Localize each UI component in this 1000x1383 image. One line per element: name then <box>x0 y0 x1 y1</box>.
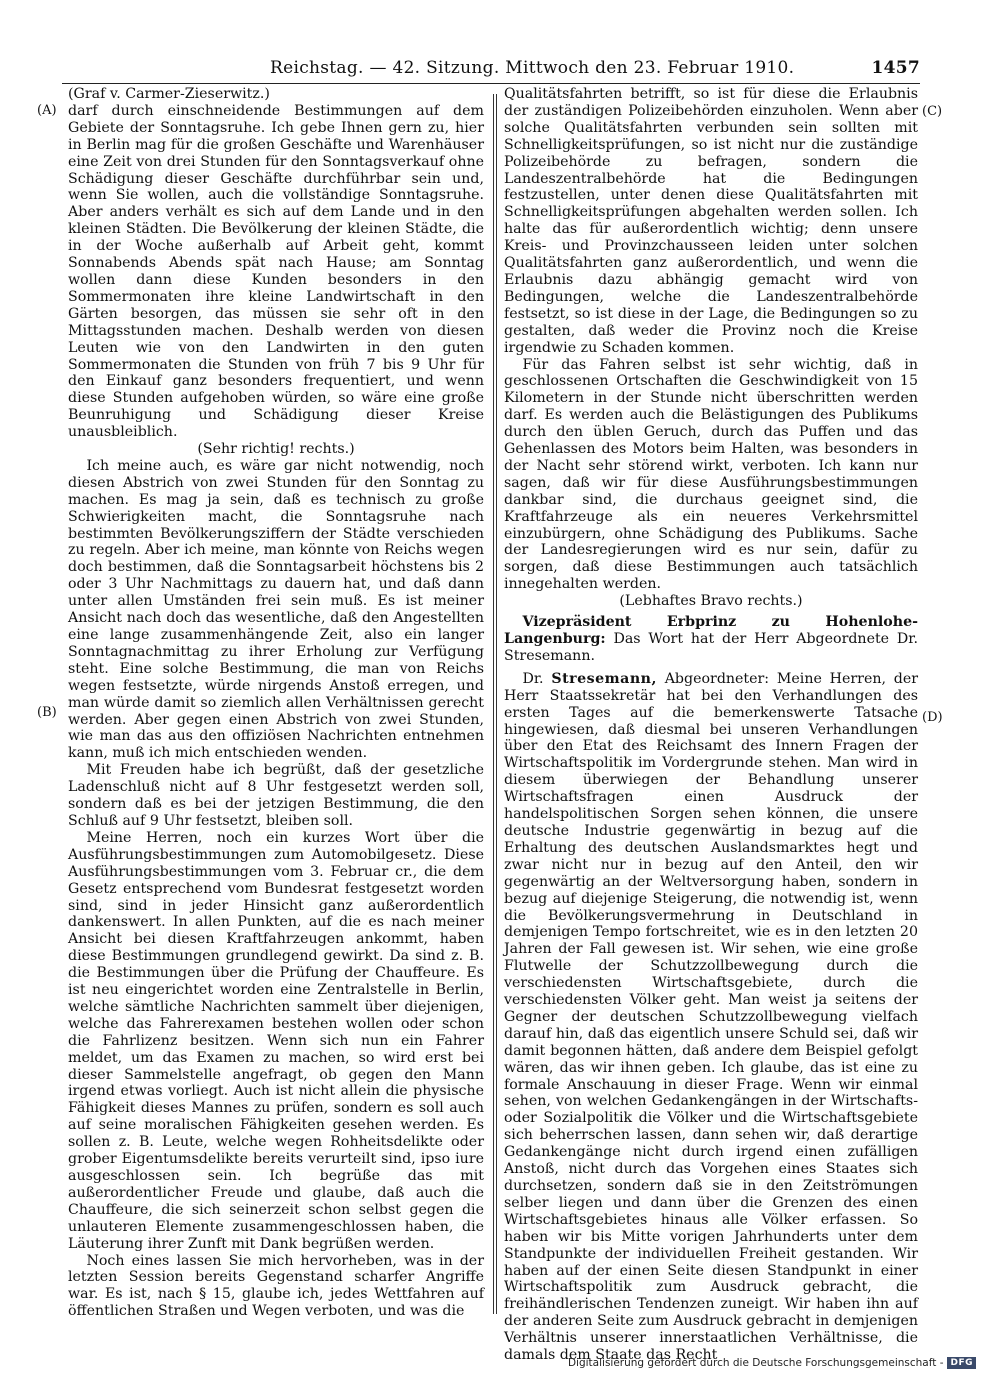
running-head <box>60 58 920 80</box>
header-rule <box>62 83 920 84</box>
speaker-name: Stresemann, <box>551 670 657 687</box>
paragraph: Mit Freuden habe ich begrüßt, daß der gesetzliche Ladenschluß nicht auf 8 Uhr festgesetzt werden soll, sondern daß es bei der jetzigen Bestimmung, die den Schluß auf 9 Uhr festsetzt, bleiben soll. <box>68 762 484 829</box>
chair-text: Das Wort hat der Herr Abgeordnete Dr. Stresemann. <box>504 631 918 664</box>
paragraph: Ich meine auch, es wäre gar nicht notwendig, noch diesen Abstrich von zwei Stunden für den Sonntag zu machen. Es mag ja sein, daß es technisch zu große Schwierigkeiten macht, die Sonntagsruhe nach bestimmten Bevölkerungsziffern der Städte verschieden zu regeln. Aber ich meine, man könnte von Reichs wegen doch bestimmen, daß die Sonntagsarbeit höchstens bis 2 oder 3 Uhr Nachmittags zu dauern hat, und daß dann unter allen Umständen frei sein muß. Es ist meiner Ansicht nach doch das wesentliche, daß den Angestellten eine lange zusammenhängende Zeit, also ein langer Sonntagnachmittag zu ihrer Erholung zur Verfügung steht. Eine solche Bestimmung, die man von Reichs wegen festsetzte, würde nirgends Anstoß erregen, und man würde damit so ziemlich allen Verhältnissen gerecht werden. Aber gegen einen Abstrich von zwei Stunden, wie man das aus den offiziösen Nachrichten entnehmen kann, muß ich mich entschieden wenden. <box>68 457 484 762</box>
paragraph: Für das Fahren selbst ist sehr wichtig, daß in geschlossenen Ortschaften die Geschwindigkeit von 15 Kilometern in der Stunde nicht überschritten werden darf. Es werden auch die Belästigungen des Publikums durch den üblen Geruch, durch das Puffen und das Gehenlassen des Motors beim Halten, was besonders in der Nacht sehr störend wirkt, verboten. Ich kann nur sagen, daß wir für diese Ausführungsbestimmungen dankbar sind, die durchaus geeignet sind, die Kraftfahrzeuge als ein neueres Verkehrsmittel einzubürgern, ohne Schädigung des Publikums. Sache der Landesregierungen wird es nur sein, dafür zu sorgen, daß diese Bestimmungen auch tatsächlich innegehalten werden. <box>504 356 918 593</box>
speaker-attribution: (Graf v. Carmer-Zieserwitz.) <box>68 86 270 102</box>
page-title: Reichstag. — 42. Sitzung. Mittwoch den 23. Februar 1910. <box>270 58 795 78</box>
left-column <box>68 86 484 1320</box>
speech <box>504 671 918 1364</box>
paragraph: Meine Herren, noch ein kurzes Wort über die Ausführungsbestimmungen zum Automobilgesetz. Diese Ausführungsbestimmungen vom 3. Februar cr., die dem Gesetz entsprechend vom Bundesrat festgesetzt worden sind, sind in jeder Hinsicht ganz außerordentlich dankenswert. In allen Punkten, auf die es nach meiner Ansicht bei diesen Kraftfahrzeugen ankommt, haben diese Bestimmungen grundlegend gewirkt. Da sind z. B. die Bestimmungen über die Prüfung der Chauffeure. Es ist neu eingerichtet worden eine Zentralstelle in Berlin, welche sämtliche Nachrichten sammelt über diejenigen, welche das Fahrerexamen bestehen wollen oder schon die Fahrlizenz besitzen. Wenn sich nun ein Fahrer meldet, um das Examen zu machen, so wird erst bei dieser Sammelstelle angefragt, ob gegen den Mann irgend etwas vorliegt. Auch ist nicht allein die physische Fähigkeit dieses Mannes zu prüfen, sondern es soll auch auf seine moralischen Fähigkeiten gesehen werden. Es sollen z. B. Leute, welche wegen Rohheitsdelikte oder grober Eigentumsdelikte bereits verurteilt sind, ipso iure ausgeschlossen sein. Ich begrüße das mit außerordentlicher Freude und glaube, daß auch die Chauffeure, die sich seinerzeit schon selbst gegen die unlauteren Elemente zusammengeschlossen haben, die Läuterung ihrer Zunft mit Dank begrüßen werden. <box>68 829 484 1252</box>
paragraph: darf durch einschneidende Bestimmungen auf dem Gebiete der Sonntagsruhe. Ich gebe Ihnen gern zu, hier in Berlin mag für die großen Geschäfte und Warenhäuser eine Zeit von drei Stunden für den Sonntagsverkauf ohne Schädigung dieser Geschäfte durchführbar sein und, wenn Sie wollen, auch die vollständige Sonntagsruhe. Aber anders verhält es sich auf dem Lande und in den kleinen Städten. Die Bevölkerung der kleinen Städte, die in der Woche außerhalb auf Arbeit geht, kommt Sonnabends Abends spät nach Hause; am Sonntag wollen dann diese Kunden besonders in den Sommermonaten ihre kleine Landwirtschaft in den Gärten besorgen, das müssen sie sehr oft in den Mittagsstunden machen. Deshalb werden von diesen Leuten wie von den Landwirten in den guten Sommermonaten die Stunden von früh 7 bis 9 Uhr für den Einkauf ganz besonders frequentiert, und wenn diese Stunden aufgehoben würden, so wäre eine große Beunruhigung und Schädigung dieser Kreise unausbleiblich. <box>68 102 484 441</box>
page-number: 1457 <box>871 58 920 78</box>
chair-statement <box>504 614 918 665</box>
footer-text: Digitalisierung gefördert durch die Deutsche Forschungsgemeinschaft - <box>567 1357 944 1369</box>
footer <box>568 1357 976 1369</box>
speaker-role: Abgeordneter: <box>664 670 770 687</box>
interjection: (Sehr richtig! rechts.) <box>197 441 355 458</box>
chair-name: Vizepräsident Erbprinz zu Hohenlohe-Langenburg: <box>504 614 918 647</box>
column-divider <box>496 94 497 1314</box>
dfg-logo: DFG <box>947 1357 976 1369</box>
column-divider <box>493 94 494 1314</box>
right-column <box>504 86 918 1364</box>
paragraph: Meine Herren, der Herr Staatssekretär hat bei den Verhandlungen des ersten Tages auf die bemerkenswerte Tatsache hingewiesen, daß diesmal bei unseren Verhandlungen über den Etat des Reichsamt des Innern Fragen der Wirtschaftspolitik im Vordergrunde stehen. Man wird in diesem überwiegen der Behandlung unserer Wirtschaftsfragen einen Ausdruck der handelspolitischen Sorgen sehen können, die unsere deutsche Industrie gegenwärtig in bezug auf die Erhaltung des deutschen Auslandsmarktes hegt und zwar nicht nur in bezug auf den Anteil, den wir gegenwärtig an der Weltversorgung haben, sondern in bezug auf diejenige Steigerung, die notwendig ist, wenn die Bevölkerungsvermehrung in Deutschland in demjenigen Tempo fortschreitet, wie es in den letzten 20 Jahren der Fall gewesen ist. Wir sehen, wie eine große Flutwelle der Schutzzollbewegung durch die verschiedensten Wirtschaftsgebiete, durch die verschiedensten Völker geht. Man weist ja seitens der Gegner der deutschen Schutzzollbewegung vielfach darauf hin, daß das eigentlich unsere Schuld sei, daß wir damit begonnen hätten, daß andere dem Beispiel gefolgt wären, das wir ihnen geben. Ich glaube, das ist eine zu formale Anschauung in dieser Frage. Wenn wir einmal sehen, von welchen Gedankengängen in der Wirtschafts- oder Sozialpolitik die Völker und die Wirtschaftsgebiete sich beherrschen lassen, dann sehen wir, daß derartige Gedankengänge nicht durch irgend einen zufälligen Anstoß, nicht durch das Vorgehen eines Staates sich durchsetzen, sondern daß sie in den Zeitströmungen selber liegen und dann über die Grenzen des einen Wirtschaftsgebietes hinaus alle Völker erfassen. So haben wir bis Mitte vorigen Jahrhunderts unter dem Standpunkte der individuellen Freiheit gestanden. Wir haben auf der einen Seite diesen Standpunkt in einer Wirtschaftspolitik zum Ausdruck gebracht, die freihändlerischen Tendenzen zuneigt. Wir haben ihn auf der anderen Seite zum Ausdruck gebracht in demjenigen Verhältnis unserer innerstaatlichen Verhältnisse, die damals dem Staate das Recht <box>504 670 919 1364</box>
margin-marker-d: (D) <box>922 710 943 725</box>
margin-marker-b: (B) <box>37 705 57 720</box>
paragraph: Qualitätsfahrten betrifft, so ist für diese die Erlaubnis der zuständigen Polizeibehörden einzuholen. Wenn aber solche Qualitätsfahrten verbunden sein sollten mit Schnelligkeitsprüfungen, so ist nicht nur die zuständige Polizeibehörde zu befragen, sondern die Landeszentralbehörde hat die Bedingungen festzustellen, unter denen diese Qualitätsfahrten mit Schnelligkeitsprüfungen abgehalten werden sollen. Ich halte das für außerordentlich wichtig; denn unsere Kreis- und Provinzchausseen leiden unter solchen Qualitätsfahrten ganz außerordentlich, und wenn die Erlaubnis dazu abhängig gemacht wird von Bedingungen, welche die Landeszentralbehörde festsetzt, so ist diese in der Lage, die Bedingungen so zu gestalten, daß weder die Provinz noch die Kreise irgendwie zu Schaden kommen. <box>504 86 918 356</box>
margin-marker-c: (C) <box>922 104 943 119</box>
speaker-prefix: Dr. <box>522 670 544 687</box>
margin-marker-a: (A) <box>37 103 57 118</box>
interjection: (Lebhaftes Bravo rechts.) <box>619 593 803 610</box>
paragraph: Noch eines lassen Sie mich hervorheben, was in der letzten Session bereits Gegenstand scharfer Angriffe war. Es ist, nach § 15, glaube ich, jedes Wettfahren auf öffentlichen Straßen und Wegen verboten, und was die <box>68 1252 484 1320</box>
